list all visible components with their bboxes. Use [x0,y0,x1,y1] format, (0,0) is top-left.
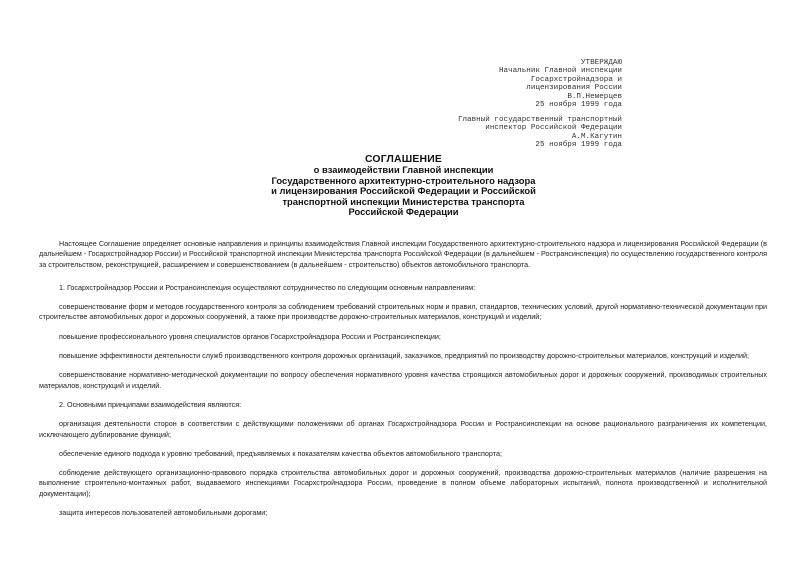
paragraph-item: повышение профессионального уровня специалистов органов Госархстройнадзора России и Ространсинспекции; [59,331,441,341]
paragraph-item: организация деятельности сторон в соответствии с действующими положениями об органах Госархстройнадзора России и Ространсинспекции на основе рационального разграничения их компетенции, исключающего дублирование функций; [39,419,767,439]
paragraph-item: совершенствование нормативно-методической документации по вопросу обеспечения нормативного уровня качества строящихся автомобильных дорог и дорожных сооружений, производимых строительных материалов, конструкций и изделий. [39,370,767,390]
paragraph-item: повышение эффективности деятельности служб производственного контроля дорожных организаций, заказчиков, предприятий по производству дорожно-строительных материалов, конструкций и изделий; [59,351,750,361]
title-line: Российской Федерации [348,206,459,218]
approval-line: Начальник Главной инспекции [498,67,622,76]
paragraph-item: обеспечение единого подхода к уровню требований, предъявляемых к показателям качества объектов автомобильного транспорта; [59,448,502,458]
document-title [0,155,807,217]
approval-block-1 [0,59,622,109]
approval-line: 25 ноября 1999 года [535,141,622,150]
approval-line: лицензирования России [526,84,622,93]
approval-line: А.М.Кагутин [571,132,622,141]
approval-line: Госархстройнадзора и [530,75,622,84]
approval-line: В.П.Немерцев [567,92,622,101]
approval-line: УТВЕРЖДАЮ [580,59,622,67]
title-line: Государственного архитектурно-строительного надзора [271,174,536,186]
approval-line: 25 ноября 1999 года [535,101,622,110]
approval-line: Главный государственный транспортный [457,116,622,124]
approval-line: инспектор Российской Федерации [485,124,622,133]
title-line: и лицензирования Российской Федерации и Российской [271,185,536,197]
paragraph-item: совершенствование форм и методов государственного контроля за соблюдением требований строительных норм и правил, стандартов, технических условий, другой нормативно-технической документации при строительстве автомобильных дорог и дорожных сооружений, а также при производстве дорожно-строительных материалов, конструкций и изделий; [39,302,767,322]
title-main: СОГЛАШЕНИЕ [364,154,443,165]
paragraph-item: защита интересов пользователей автомобильными дорогами; [59,508,268,518]
document-body [39,239,767,518]
title-line: транспортной инспекции Министерства транспорта [282,195,525,207]
paragraph-item: соблюдение действующего организационно-правового порядка строительства автомобильных дорог и дорожных сооружений, производства дорожно-строительных материалов (наличие разрешения на выполнение строительно-монтажных работ, выдаваемого инспекциями Госархстройнадзора России, проведение в полном объеме лабораторных испытаний, полнота производственной и исполнительной документации); [39,468,767,498]
paragraph-section-2: 2. Основными принципами взаимодействия являются: [59,399,242,409]
paragraph-intro: Настоящее Соглашение определяет основные направления и принципы взаимодействия Главной инспекции Государственного архитектурно-строительного надзора и лицензирования Российской Федерации (в дальнейшем - Госархстройнадзор России) и Российской транспортной инспекции Министерства транспорта Российской Федерации (в дальнейшем - Ространсинспекция) по осуществлению государственного контроля за строительством, реконструкцией, расширением и совершенствованием (в дальнейшем - строительство) объектов автомобильного транспорта. [39,239,767,269]
title-line: о взаимодействии Главной инспекции [313,164,494,176]
approval-block-2 [0,116,622,150]
paragraph-section-1: 1. Госархстройнадзор России и Ространсинспекция осуществляют сотрудничество по следующим основным направлениям: [59,282,476,292]
